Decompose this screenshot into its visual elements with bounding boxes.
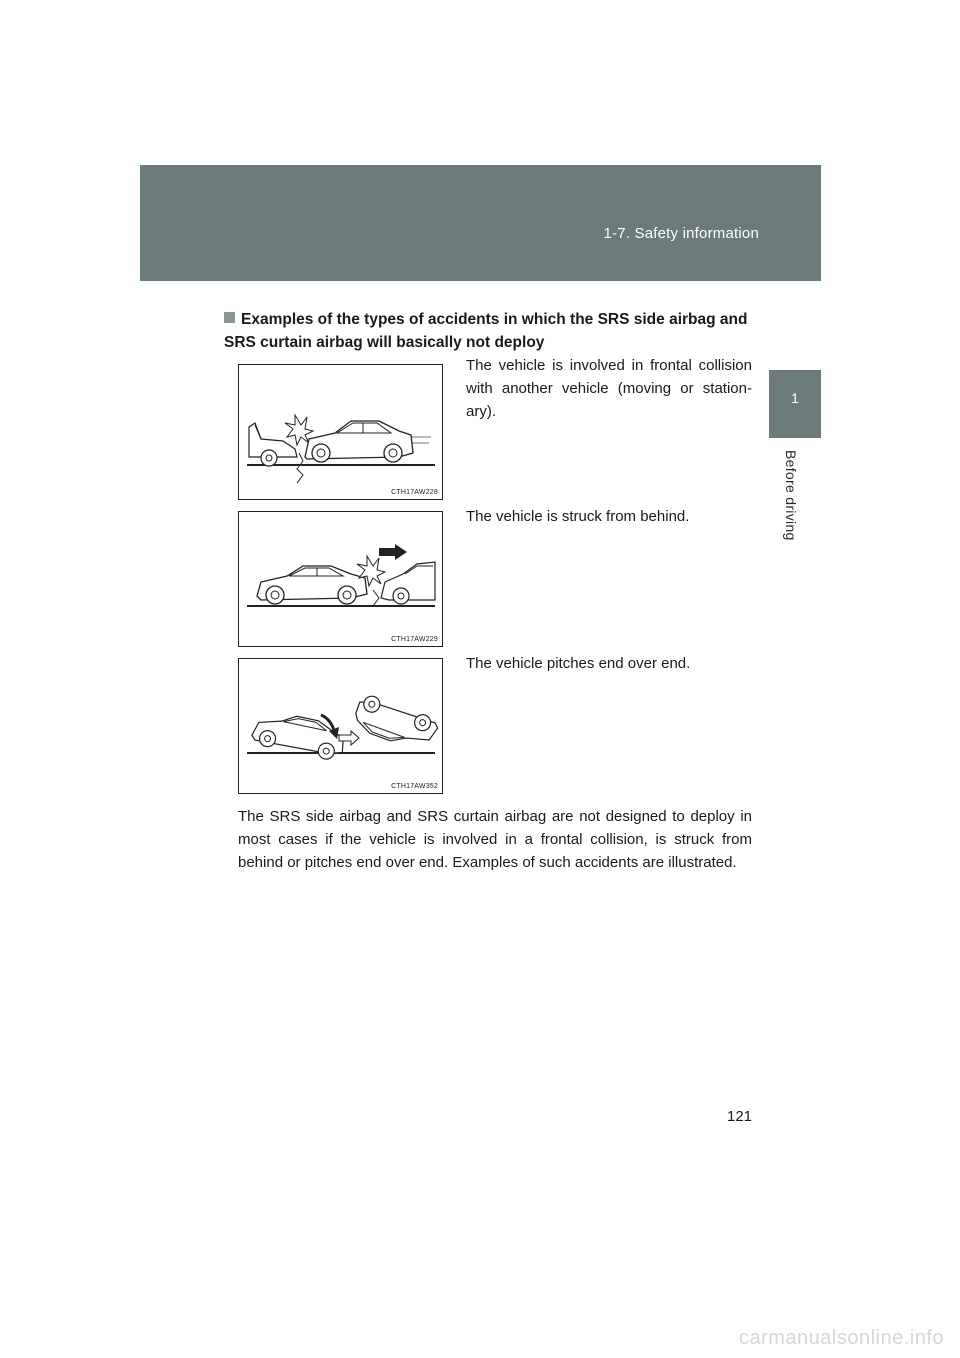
chapter-tab (769, 370, 821, 438)
section-heading (224, 308, 756, 354)
chapter-label: Before driving (783, 450, 799, 541)
heading-text: Examples of the types of accidents in which the SRS side airbag and SRS curtain airbag will basically not deploy (224, 311, 748, 351)
figure-code: CTH17AW228 (391, 489, 438, 496)
example-description: The vehicle is involved in frontal collision with another vehicle (moving or station-ary). (466, 357, 752, 420)
chapter-number: 1 (791, 390, 799, 406)
watermark: carmanualsonline.info (738, 1327, 944, 1349)
figure-rollover (238, 658, 443, 794)
figure-code: CTH17AW229 (391, 636, 438, 643)
header-band (140, 165, 821, 281)
example-description: The vehicle is struck from behind. (466, 508, 690, 525)
body-paragraph: The SRS side airbag and SRS curtain airbag are not designed to deploy in most cases if the vehicle is involved in a frontal collision, is struck from behind or pitches end over end. Examples of such accidents are illustrated. (238, 808, 752, 871)
example-description: The vehicle pitches end over end. (466, 655, 691, 672)
section-title: 1-7. Safety information (603, 225, 759, 242)
figure-code: CTH17AW352 (391, 783, 438, 790)
page-number: 121 (727, 1108, 753, 1125)
frontal-collision-illustration (239, 365, 444, 501)
rollover-illustration (239, 659, 444, 795)
square-bullet-icon (224, 312, 235, 323)
figure-frontal-collision (238, 364, 443, 500)
rear-impact-illustration (239, 512, 444, 648)
figure-rear-impact (238, 511, 443, 647)
